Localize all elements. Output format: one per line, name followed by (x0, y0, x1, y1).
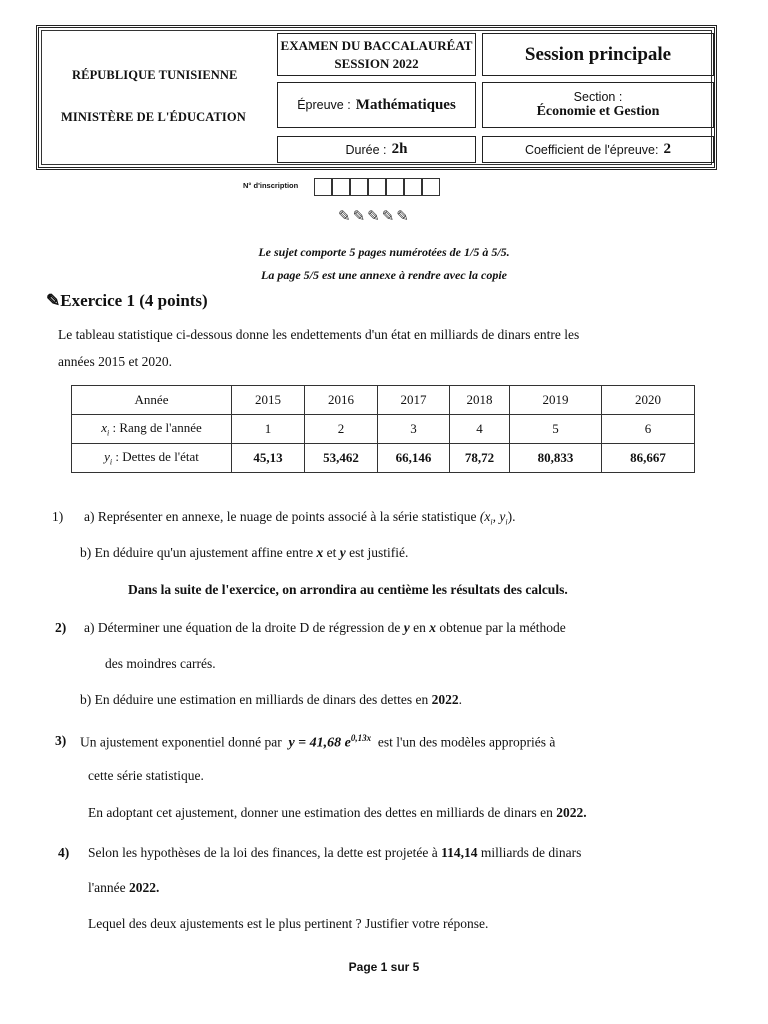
question-4: Selon les hypothèses de la loi des finances, la dette est projetée à 114,14 milliards de dinars (88, 845, 582, 860)
ministry-label: MINISTÈRE DE L'ÉDUCATION (61, 110, 246, 124)
table-cell: 4 (450, 415, 510, 444)
question-4-number: 4) (58, 845, 70, 860)
question-4-line2: l'année 2022. (88, 880, 160, 895)
question-3-line3: En adoptant cet ajustement, donner une estimation des dettes en milliards de dinars en 2022. (88, 805, 587, 820)
table-cell: 2018 (450, 386, 510, 415)
table-cell: 53,462 (305, 444, 378, 473)
table-row-year (72, 386, 695, 415)
inscription-label: N° d'inscription (243, 181, 299, 190)
section-label: Section : (573, 90, 623, 104)
section-box (482, 82, 714, 128)
pencil-icon: ✎ (46, 291, 61, 310)
table-cell: 6 (602, 415, 695, 444)
table-row-rank (72, 415, 695, 444)
exercise-title-text: Exercice 1 (4 points) (60, 291, 208, 310)
table-header-cell: $x_i$ : Rang de l'année (72, 415, 232, 444)
inscription-cell[interactable] (404, 178, 422, 196)
inscription-cell[interactable] (422, 178, 440, 196)
session-title: Session principale (524, 43, 672, 65)
exam-title-line1: EXAMEN DU BACCALAURÉAT (280, 37, 473, 53)
table-cell: 2020 (602, 386, 695, 415)
question-2-number: 2) (55, 620, 67, 635)
table-header-cell: Année (72, 386, 232, 415)
duree-value: 2h (391, 141, 408, 157)
question-2b: b) En déduire une estimation en milliards de dinars des dettes en 2022. (80, 692, 463, 707)
question-2a: a) Déterminer une équation de la droite D de régression de y en x obtenue par la méthode (84, 620, 566, 635)
coefficient-box (482, 136, 714, 163)
table-header-cell: $y_i$ : Dettes de l'état (72, 444, 232, 473)
pencil-icons: ✎✎✎✎✎ (338, 207, 411, 225)
inscription-cell[interactable] (386, 178, 404, 196)
exam-title-line2: SESSION 2022 (334, 55, 419, 71)
table-row-debt (72, 444, 695, 473)
data-table (71, 385, 695, 473)
section-value: Économie et Gestion (536, 104, 660, 119)
table-cell: 1 (232, 415, 305, 444)
duree-label: Durée : (345, 142, 387, 157)
question-4-line3: Lequel des deux ajustements est le plus pertinent ? Justifier votre réponse. (88, 916, 489, 931)
exam-title-box (277, 33, 476, 76)
question-1-number: 1) (52, 509, 64, 524)
table-cell: 3 (378, 415, 450, 444)
exercise-intro-line2: années 2015 et 2020. (58, 354, 172, 369)
table-cell: 2016 (305, 386, 378, 415)
duree-box (277, 136, 476, 163)
coefficient-label: Coefficient de l'épreuve: (524, 142, 659, 157)
table-cell: 5 (510, 415, 602, 444)
coefficient-value: 2 (663, 141, 672, 157)
subject-note-annex: La page 5/5 est une annexe à rendre avec la copie (261, 268, 507, 282)
question-2a-line2: des moindres carrés. (105, 656, 216, 671)
subject-note-pages: Le sujet comporte 5 pages numérotées de 1/5 à 5/5. (258, 245, 510, 259)
table-cell: 45,13 (232, 444, 305, 473)
table-cell: 2015 (232, 386, 305, 415)
republic-label: RÉPUBLIQUE TUNISIENNE (72, 68, 238, 82)
rounding-note: Dans la suite de l'exercice, on arrondira au centième les résultats des calculs. (128, 582, 568, 597)
exponential-exponent: 0,13x (350, 733, 372, 743)
question-1a: a) Représenter en annexe, le nuage de points associé à la série statistique ($x_i$, $y_i$). (84, 509, 516, 527)
question-3-number: 3) (55, 733, 67, 748)
session-box (482, 33, 714, 76)
inscription-cell[interactable] (314, 178, 332, 196)
epreuve-label: Épreuve : (297, 98, 351, 112)
question-3: Un ajustement exponentiel donné par y = 41,68 $e^{0,13x}$ est l'un des modèles appropriés à (80, 733, 556, 751)
table-cell: 78,72 (450, 444, 510, 473)
epreuve-value: Mathématiques (355, 96, 456, 113)
page-footer: Page 1 sur 5 (348, 960, 420, 974)
table-cell: 2 (305, 415, 378, 444)
table-cell: 2019 (510, 386, 602, 415)
inscription-cell[interactable] (332, 178, 350, 196)
epreuve-box (277, 82, 476, 128)
table-cell: 86,667 (602, 444, 695, 473)
table-cell: 2017 (378, 386, 450, 415)
exponential-formula: y = 41,68 e (288, 735, 351, 751)
exercise-intro-line1: Le tableau statistique ci-dessous donne les endettements d'un état en milliards de dinars entre les (58, 327, 580, 342)
question-1b: b) En déduire qu'un ajustement affine entre x et y est justifié. (80, 545, 409, 560)
table-cell: 80,833 (510, 444, 602, 473)
question-3-line2: cette série statistique. (88, 768, 204, 783)
table-cell: 66,146 (378, 444, 450, 473)
inscription-cell[interactable] (350, 178, 368, 196)
exercise-title (46, 291, 208, 311)
inscription-cell[interactable] (368, 178, 386, 196)
